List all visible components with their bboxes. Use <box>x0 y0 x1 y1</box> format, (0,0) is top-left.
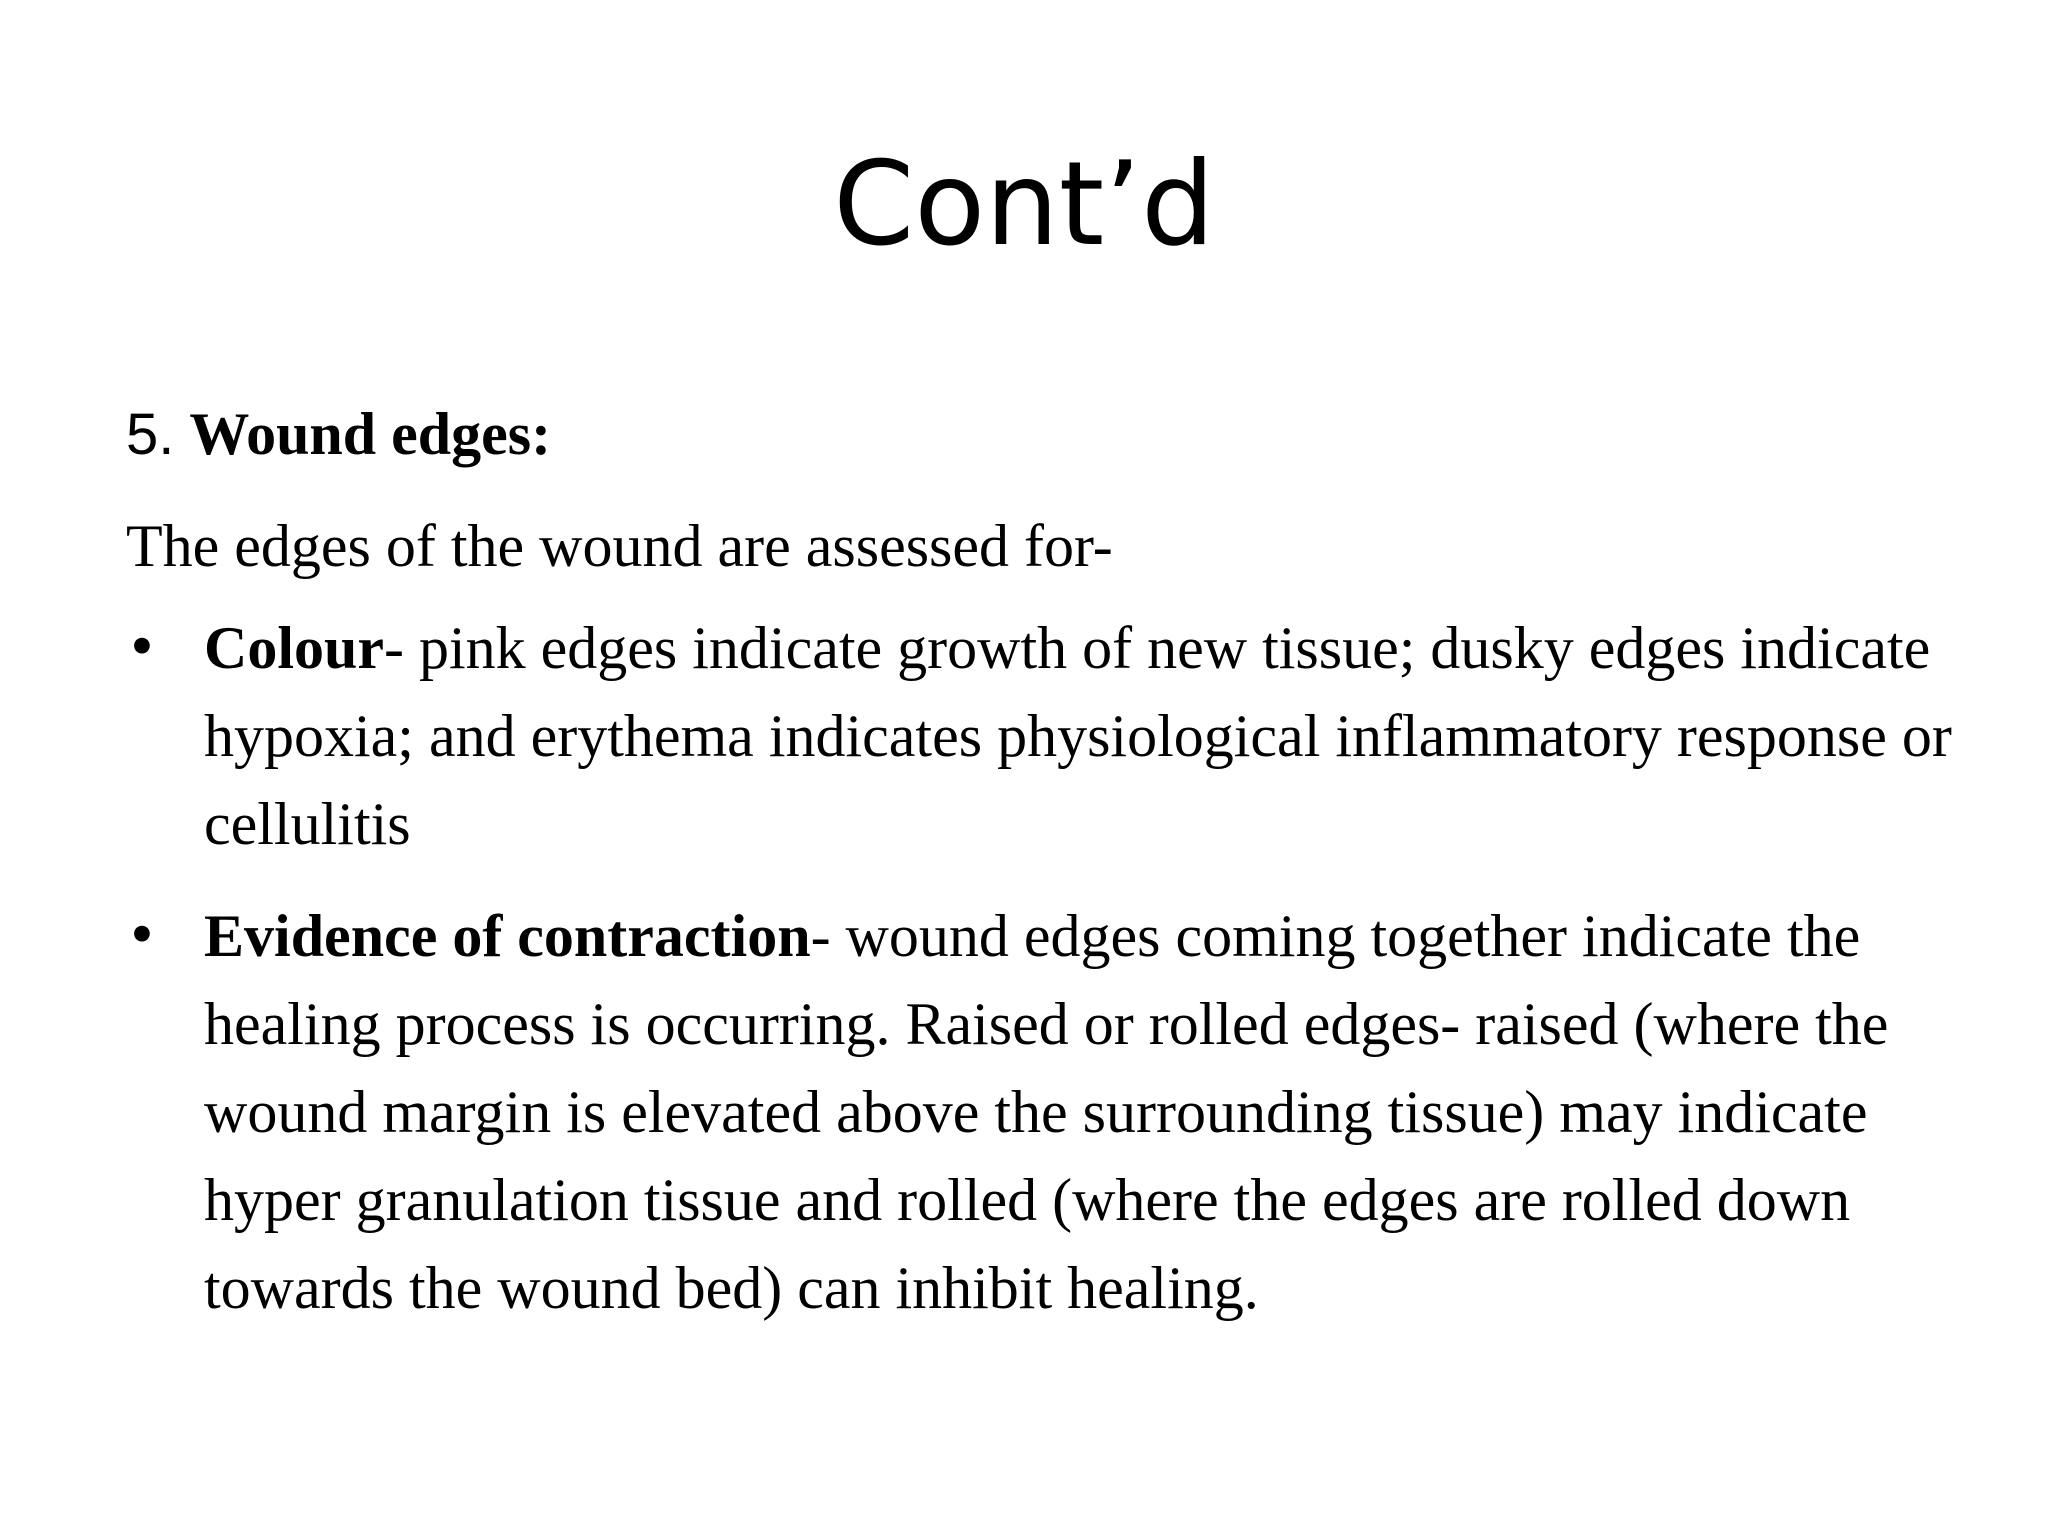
bullet-icon: • <box>126 616 158 679</box>
slide-content <box>126 390 1966 1356</box>
section-number: 5. <box>126 402 175 467</box>
slide-title: Cont’d <box>833 137 1215 272</box>
bullet-term: Colour <box>204 615 384 681</box>
bullet-list <box>126 604 1966 1332</box>
bullet-text: - pink edges indicate growth of new tissue; dusky edges indicate hypoxia; and erythema indicates physiological inflammatory response or cellulitis <box>204 615 1952 857</box>
intro-text: The edges of the wound are assessed for- <box>126 513 1113 579</box>
section-heading <box>126 390 1966 479</box>
bullet-icon: • <box>126 904 158 967</box>
bullet-item-colour <box>126 604 1966 868</box>
bullet-term: Evidence of contraction <box>204 903 811 969</box>
bullet-item-contraction <box>126 892 1966 1332</box>
section-heading-text: Wound edges: <box>189 401 552 467</box>
bullet-text: - wound edges coming together indicate the healing process is occurring. Raised or rolled edges- raised (where the wound margin is elevated above the surrounding tissue) may indicate hyper granulation tissue and rolled (where the edges are rolled down towards the wound bed) can inhibit healing. <box>204 903 1889 1321</box>
